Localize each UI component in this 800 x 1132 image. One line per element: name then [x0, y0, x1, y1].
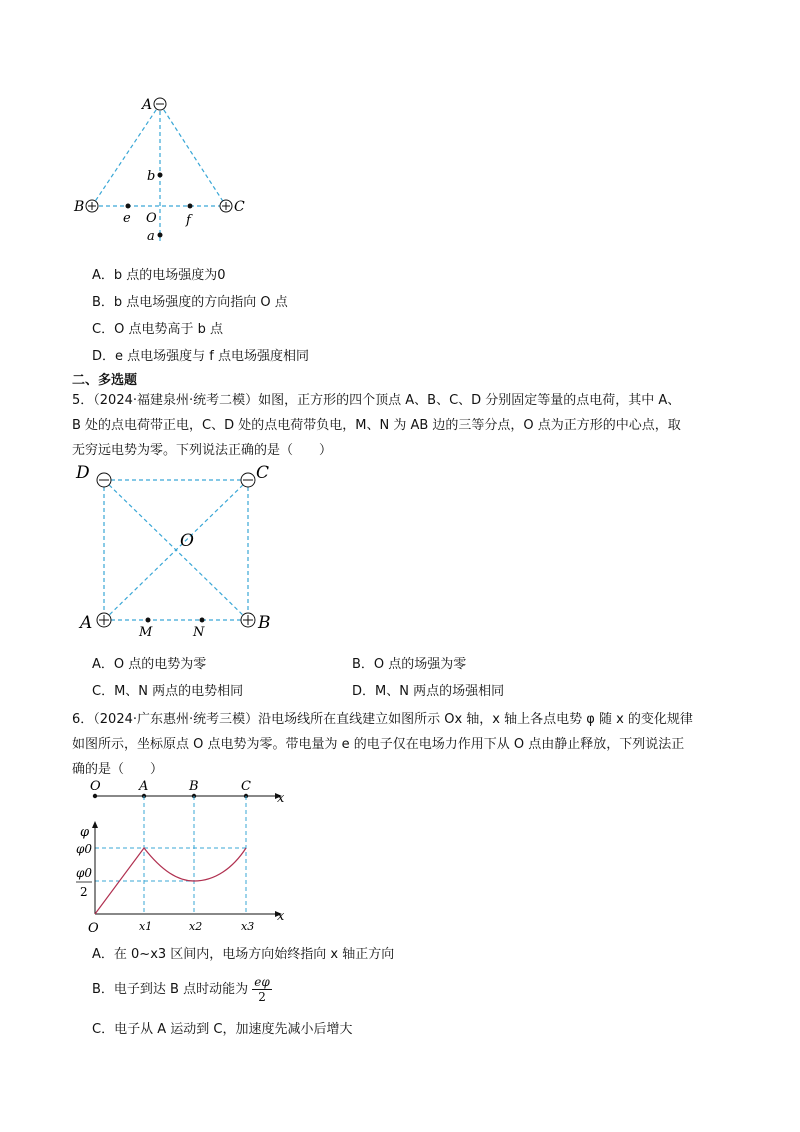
q6-line-1: 6．（2024·广东惠州·统考三模）沿电场线所在直线建立如图所示 Ox 轴，x 轴上各点电势 φ 随 x 的变化规律: [72, 712, 693, 727]
section-title: 二、多选题: [72, 373, 138, 388]
label-C: C: [256, 463, 270, 483]
q6-option-b: [92, 975, 272, 1004]
q5-option-a: A．O 点的电势为零: [92, 657, 207, 672]
axis-label-phi: φ: [80, 825, 90, 840]
charge-B-positive: [86, 200, 98, 212]
q6-option-b-denominator: 2: [258, 990, 266, 1004]
point-N: [200, 618, 205, 623]
q6-line-2: 如图所示，坐标原点 O 点电势为零。带电量为 e 的电子仅在电场力作用下从 O 点由静止释放，下列说法正: [72, 737, 685, 752]
label-N: N: [193, 625, 205, 640]
charge-D-negative: [97, 473, 111, 487]
label-f: f: [186, 213, 191, 228]
q5-option-d: D．M、N 两点的场强相同: [352, 684, 505, 699]
charge-C-negative: [241, 473, 255, 487]
charge-A-negative: [154, 98, 166, 110]
top-label-x: x: [277, 791, 285, 806]
label-A: A: [142, 97, 153, 113]
q5-line-1: 5．（2024·福建泉州·统考二模）如图，正方形的四个顶点 A、B、C、D 分别固定等量的点电荷，其中 A、: [72, 393, 681, 408]
q6-line-3: 确的是（ ）: [72, 762, 164, 777]
label-b: b: [147, 169, 156, 184]
q4-option-c: C．O 点电势高于 b 点: [92, 322, 223, 337]
label-phi0: φ0: [76, 842, 93, 856]
point-a: [158, 233, 163, 238]
label-B: B: [258, 613, 271, 633]
q5-option-b: B．O 点的场强为零: [352, 657, 467, 672]
q4-option-b: B．b 点电场强度的方向指向 O 点: [92, 295, 288, 310]
label-D: D: [76, 463, 90, 483]
label-x2: x2: [189, 920, 203, 933]
point-f: [188, 204, 193, 209]
label-x-axis: x: [277, 909, 285, 924]
q6-option-b-numerator: eφ: [254, 975, 270, 989]
charge-B-positive: [241, 613, 255, 627]
top-label-O: O: [90, 779, 101, 794]
label-O: O: [180, 531, 194, 551]
q4-figure: [60, 88, 260, 248]
q5-line-2: B 处的点电荷带正电，C、D 处的点电荷带负电，M、N 为 AB 边的三等分点，O 点为正方形的中心点，取: [72, 418, 681, 433]
label-half-num: φ0: [76, 866, 93, 880]
q6-option-a: A．在 0~x3 区间内，电场方向始终指向 x 轴正方向: [92, 947, 395, 962]
label-B: B: [74, 199, 85, 215]
charge-C-positive: [220, 200, 232, 212]
q5-figure: [70, 458, 280, 643]
label-half-den: 2: [80, 885, 88, 899]
q5-option-c: C．M、N 两点的电势相同: [92, 684, 244, 699]
label-x1: x1: [139, 920, 153, 933]
label-O: O: [146, 211, 157, 226]
point-e: [126, 204, 131, 209]
top-label-A: A: [139, 779, 149, 794]
q4-option-a: A．b 点的电场强度为0: [92, 268, 226, 283]
q6-option-c: C．电子从 A 运动到 C，加速度先减小后增大: [92, 1022, 353, 1037]
label-O2: O: [88, 921, 99, 936]
label-e: e: [123, 211, 131, 226]
q6-option-b-text: B．电子到达 B 点时动能为: [92, 982, 249, 997]
charge-A-positive: [97, 613, 111, 627]
label-x3: x3: [241, 920, 255, 933]
label-C: C: [234, 199, 245, 215]
q6-figure: [70, 776, 290, 940]
label-M: M: [139, 625, 153, 640]
top-label-C: C: [241, 779, 251, 794]
q6-option-b-fraction: [252, 975, 272, 1004]
q5-line-3: 无穷远电势为零。下列说法正确的是（ ）: [72, 443, 333, 458]
point-M: [146, 618, 151, 623]
q4-option-d: D．e 点电场强度与 f 点电场强度相同: [92, 349, 309, 364]
point-b: [158, 173, 163, 178]
label-A: A: [80, 613, 93, 633]
label-a: a: [147, 229, 155, 244]
top-label-B: B: [189, 779, 199, 794]
